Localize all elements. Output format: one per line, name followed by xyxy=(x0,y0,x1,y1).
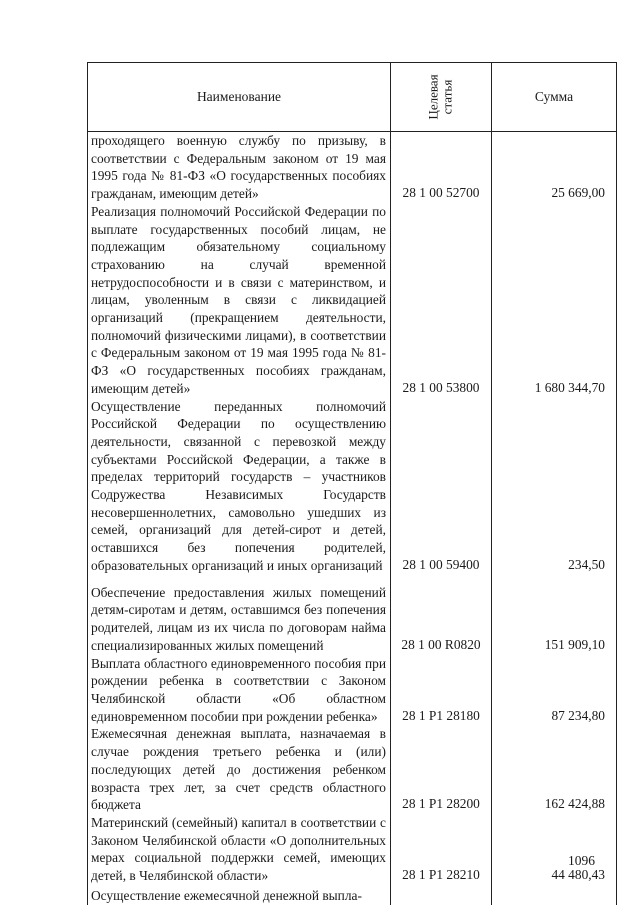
header-sum-label: Сумма xyxy=(534,89,574,104)
row-sum-cell: 1 680 344,70 xyxy=(492,203,617,398)
row-code-cell: 28 1 00 R0820 xyxy=(391,575,492,655)
row-sum-cell xyxy=(492,885,617,905)
row-name-cell: проходящего военную службу по призыву, в соответствии с Федеральным законом от 19 мая 1995 года № 81-ФЗ «О государственных пособиях гражданам, имеющим детей» xyxy=(88,132,391,203)
table-row xyxy=(88,885,617,905)
row-name-cell: Материнский (семейный) капитал в соответствии с Законом Челябинской области «О дополнительных мерах социальной поддержки семей, имеющих детей, в Челябинской области» xyxy=(88,814,391,885)
header-code xyxy=(391,63,492,132)
row-name-cell: Осуществление переданных полномочий Российской Федерации по осуществлению деятельности, связанной с перевозкой между субъектами Российской Федерации, а также в пределах территорий государств – участников Содружества Независимых Государств несовершеннолетних, самовольно ушедших из семей, организаций для детей-сирот и детей, оставшихся без попечения родителей, образовательных организаций и иных организаций xyxy=(88,398,391,575)
row-name-cell: Осуществление ежемесячной денежной выпла- xyxy=(88,885,391,905)
table-row xyxy=(88,203,617,398)
page-number: 1096 xyxy=(568,853,595,868)
header-row xyxy=(88,63,617,132)
row-code-cell xyxy=(391,885,492,905)
row-code-cell: 28 1 P1 28200 xyxy=(391,725,492,814)
table-header xyxy=(88,63,617,132)
header-code-label xyxy=(427,74,455,119)
row-sum-cell: 25 669,00 xyxy=(492,132,617,203)
row-code-cell: 28 1 00 59400 xyxy=(391,398,492,575)
row-code-cell: 28 1 P1 28180 xyxy=(391,655,492,726)
table-row xyxy=(88,132,617,203)
row-code-cell: 28 1 00 53800 xyxy=(391,203,492,398)
row-sum-cell: 44 480,43 xyxy=(492,814,617,885)
row-sum-cell: 87 234,80 xyxy=(492,655,617,726)
header-name xyxy=(88,63,391,132)
row-sum-cell: 162 424,88 xyxy=(492,725,617,814)
header-code-line2: статья xyxy=(439,79,455,114)
row-code-cell: 28 1 00 52700 xyxy=(391,132,492,203)
row-name-cell: Ежемесячная денежная выплата, назначаемая в случае рождения третьего ребенка и (или) последующих детей до достижения ребенком возраста трех лет, за счет средств областного бюджета xyxy=(88,725,391,814)
table-row xyxy=(88,575,617,655)
table-body xyxy=(88,132,617,905)
header-sum xyxy=(492,63,617,132)
row-name-cell: Выплата областного единовременного пособия при рождении ребенка в соответствии с Законом Челябинской области «Об областном единовременном пособии при рождении ребенка» xyxy=(88,655,391,726)
table-row xyxy=(88,398,617,575)
row-name-cell: Обеспечение предоставления жилых помещений детям-сиротам и детям, оставшимся без попечения родителей, лицам из их числа по договорам найма специализированных жилых помещений xyxy=(88,575,391,655)
table-row xyxy=(88,814,617,885)
header-name-label: Наименование xyxy=(196,89,282,104)
table-row xyxy=(88,655,617,726)
row-name-cell: Реализация полномочий Российской Федерации по выплате государственных пособий лицам, не подлежащим обязательному социальному страхованию на случай временной нетрудоспособности и в связи с материнством, и лицам, уволенным в связи с ликвидацией организаций (прекращением деятельности, полномочий физическими лицами), в соответствии с Федеральным законом от 19 мая 1995 года № 81-ФЗ «О государственных пособиях гражданам, имеющим детей» xyxy=(88,203,391,398)
row-code-cell: 28 1 P1 28210 xyxy=(391,814,492,885)
row-sum-cell: 234,50 xyxy=(492,398,617,575)
budget-table xyxy=(87,62,617,905)
header-code-line1: Целевая xyxy=(425,73,441,120)
table-row xyxy=(88,725,617,814)
row-sum-cell: 151 909,10 xyxy=(492,575,617,655)
